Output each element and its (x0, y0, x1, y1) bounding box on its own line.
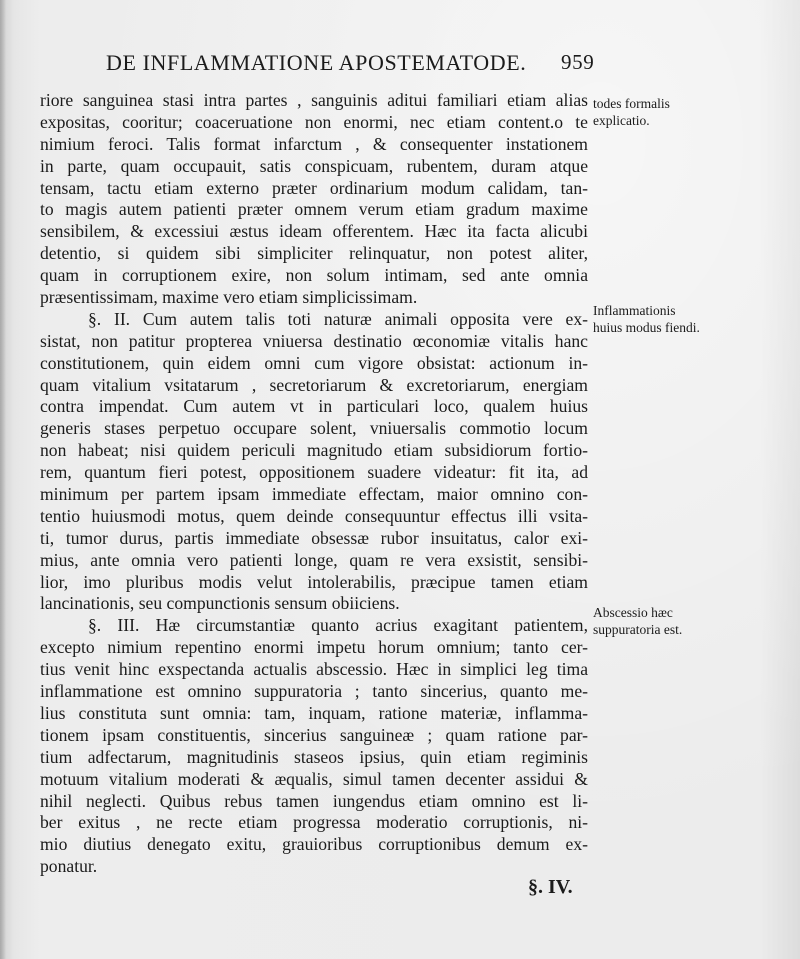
text-line: expositas, cooritur; coaceruatione non enormi, nec etiam content.o te (40, 111, 588, 132)
text-line: inflammatione est omnino suppuratoria ; tanto sincerius, quanto me- (40, 681, 588, 702)
text-line: excepto nimium repentino enormi impetu horum omnium; tanto cer- (40, 637, 588, 658)
text-line: quam vitalium vsitatarum , secretoriarum & excretoriarum, energiam (40, 374, 588, 395)
text-line: sensibilem, & excessiui æstus ideam offerentem. Hæc ita facta alicubi (40, 221, 588, 242)
text-line: sistat, non patitur propterea vniuersa destinatio œconomiæ vitalis hanc (40, 330, 588, 351)
text-line: in parte, quam occupauit, satis conspicuam, rubentem, duram atque (40, 155, 588, 176)
margin-note: todes formalis explicatio. (593, 96, 670, 128)
margin-note: Abscessio hæc suppuratoria est. (593, 605, 683, 637)
text-line: ti, tumor durus, partis immediate obsessæ rubor insuitatus, calor exi- (40, 527, 588, 548)
text-line: nimium feroci. Talis format infarctum , & consequenter instationem (40, 133, 588, 154)
text-line: generis stases perpetuo occupare solent, vniuersalis commotio locum (40, 418, 588, 439)
text-line: præsentissimam, maxime vero etiam simplicissimam. (40, 287, 418, 308)
text-line: ber exitus , ne recte etiam progressa moderatio corruptionis, ni- (40, 812, 588, 833)
text-line: lancinationis, seu compunctionis sensum obiiciens. (40, 593, 400, 614)
text-line: contra impendat. Cum autem vt in particulari loco, qualem huius (40, 396, 588, 417)
page-header (106, 50, 606, 80)
text-line: mius, ante omnia vero patienti longe, quam re vera exsistit, sensibi- (40, 549, 588, 570)
section-start-line: §. III. Hæ circumstantiæ quanto acrius exagitant patientem, (88, 615, 588, 636)
text-line: tium adfectarum, magnitudinis staseos ipsius, quin etiam regiminis (40, 746, 588, 767)
section-start-line: §. II. Cum autem talis toti naturæ animali opposita vere ex- (88, 308, 588, 329)
catchword: §. IV. (528, 876, 573, 898)
text-line: lius constituta sunt omnia: tam, inquam, ratione materiæ, inflamma- (40, 702, 588, 723)
text-line: minimum per partem ipsam immediate effectam, maior omnino con- (40, 484, 588, 505)
text-line: motuum vitalium moderati & æqualis, simul tamen decenter assidui & (40, 768, 588, 789)
text-line: to magis autem patienti præter omnem verum etiam gradum maxime (40, 199, 588, 220)
margin-note: Inflammationis huius modus fiendi. (593, 303, 700, 335)
text-line: lior, imo pluribus modis velut intolerabilis, præcipue tamen etiam (40, 571, 588, 592)
text-line: tentio huiusmodi motus, quem deinde consequuntur effectus illi vsita- (40, 505, 588, 526)
text-line: tionem ipsam constituentis, sincerius sanguineæ ; quam ratione par- (40, 724, 588, 745)
text-line: quam in corruptionem exire, non solum intimam, sed ante omnia (40, 265, 588, 286)
text-line: detentio, si quidem sibi simpliciter relinquatur, non potest aliter, (40, 243, 588, 264)
text-line: non habeat; nisi quidem periculi magnitudo etiam subsidiorum fortio- (40, 440, 588, 461)
text-line: ponatur. (40, 856, 98, 877)
page-number: 959 (561, 50, 595, 74)
text-line: constitutionem, quin eidem omni cum vigore obsistat: actionum in- (40, 352, 588, 373)
text-line: nihil neglecti. Quibus rebus tamen iungendus etiam omnino est li- (40, 790, 588, 811)
text-line: rem, quantum fieri potest, oppositionem suadere videatur: fit ita, ad (40, 462, 588, 483)
body-text (40, 90, 588, 878)
text-line: tensam, tactu etiam externo præter ordinarium modum calidam, tan- (40, 177, 588, 198)
running-title: DE INFLAMMATIONE APOSTEMATODE. (106, 50, 527, 75)
text-line: mio diutius denegato exitu, grauioribus corruptionibus demum ex- (40, 834, 588, 855)
text-line: riore sanguinea stasi intra partes , sanguinis aditui familiari etiam alias (40, 90, 588, 110)
gutter-shadow (0, 0, 6, 959)
text-line: tius venit hinc exspectanda actualis abscessio. Hæc in simplici leg tima (40, 659, 588, 680)
